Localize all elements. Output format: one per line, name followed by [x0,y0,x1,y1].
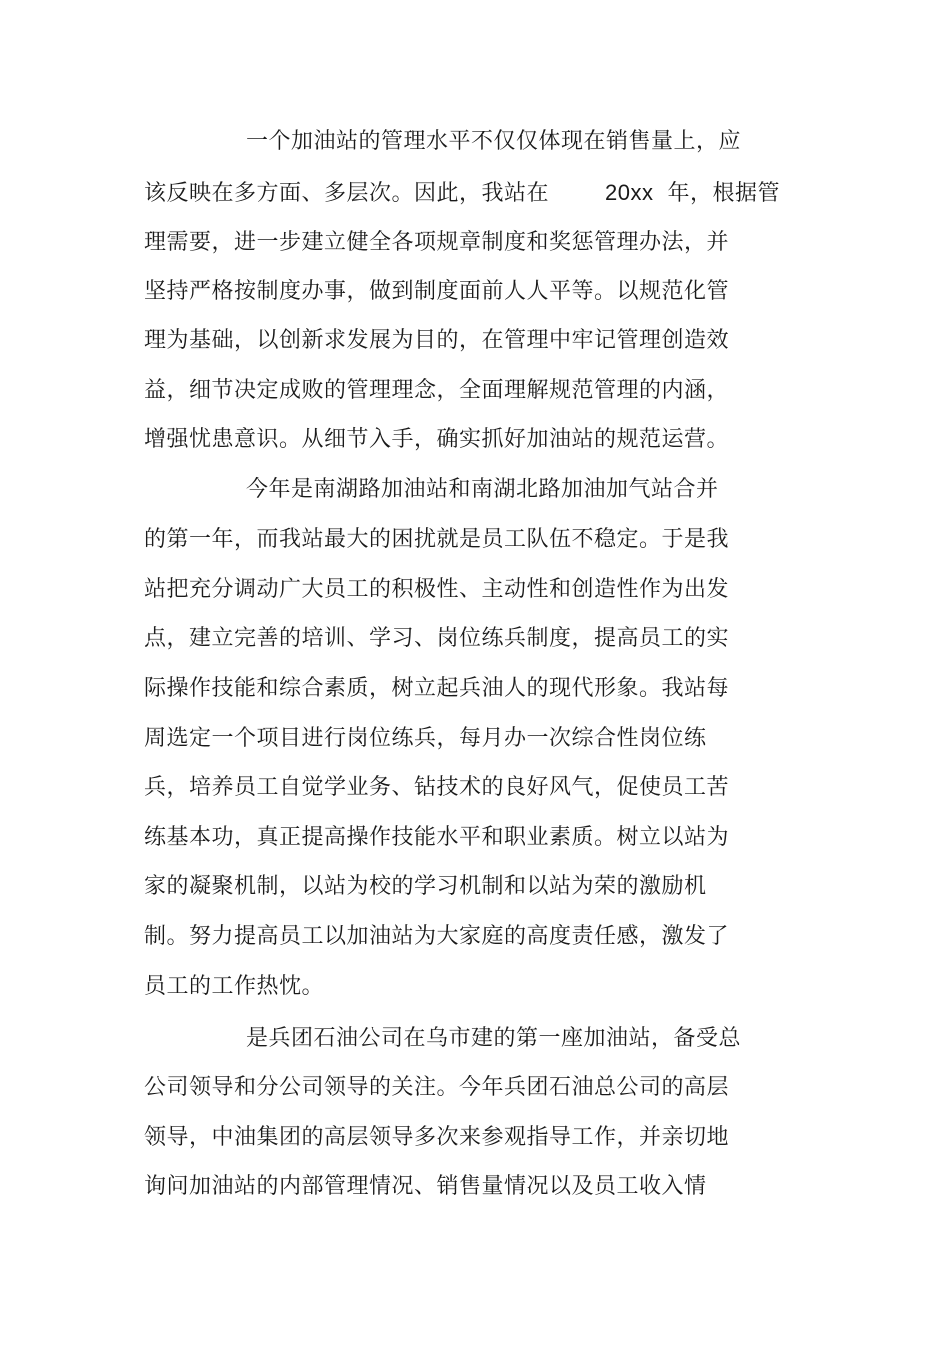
paragraph-2-line-8: 练基本功，真正提高操作技能水平和职业素质。树立以站为 [144,825,730,850]
paragraph-1-line-3: 理需要，进一步建立健全各项规章制度和奖惩管理办法，并 [144,230,730,255]
paragraph-2-line-1: 今年是南湖路加油站和南湖北路加油加气站合并 [246,477,719,502]
paragraph-2-line-4: 点，建立完善的培训、学习、岗位练兵制度，提高员工的实 [144,626,730,651]
paragraph-1-line-7: 增强忧患意识。从细节入手，确实抓好加油站的规范运营。 [144,427,730,452]
paragraph-2-line-5: 际操作技能和综合素质，树立起兵油人的现代形象。我站每 [144,676,730,701]
paragraph-1-line-4: 坚持严格按制度办事，做到制度面前人人平等。以规范化管 [144,279,730,304]
paragraph-1-line-2-text: 该反映在多方面、多层次。因此，我站在 [144,181,550,206]
paragraph-2-line-9: 家的凝聚机制，以站为校的学习机制和以站为荣的激励机 [144,874,707,899]
paragraph-2-line-6: 周选定一个项目进行岗位练兵，每月办一次综合性岗位练 [144,726,707,751]
paragraph-2-line-3: 站把充分调动广大员工的积极性、主动性和创造性作为出发 [144,577,730,602]
paragraph-3-line-1: 是兵团石油公司在乌市建的第一座加油站，备受总 [246,1026,742,1051]
paragraph-2-line-10: 制。努力提高员工以加油站为大家庭的高度责任感，激发了 [144,924,730,949]
year-placeholder: 20xx [605,180,654,205]
paragraph-2-line-2: 的第一年，而我站最大的困扰就是员工队伍不稳定。于是我 [144,527,730,552]
paragraph-3-line-4: 询问加油站的内部管理情况、销售量情况以及员工收入情 [144,1174,707,1199]
paragraph-1-line-5: 理为基础，以创新求发展为目的，在管理中牢记管理创造效 [144,328,730,353]
paragraph-3-line-2: 公司领导和分公司领导的关注。今年兵团石油总公司的高层 [144,1075,730,1100]
paragraph-1-line-2-tail: 年，根据管 [667,181,781,206]
paragraph-1-line-2 [144,178,780,209]
paragraph-2-line-11: 员工的工作热忱。 [144,974,325,999]
paragraph-1-line-6: 益，细节决定成败的管理理念，全面理解规范管理的内涵， [144,378,730,403]
paragraph-2-line-7: 兵，培养员工自觉学业务、钻技术的良好风气，促使员工苦 [144,775,730,800]
paragraph-3-line-3: 领导，中油集团的高层领导多次来参观指导工作，并亲切地 [144,1125,730,1150]
paragraph-1-line-1: 一个加油站的管理水平不仅仅体现在销售量上，应 [246,129,742,154]
